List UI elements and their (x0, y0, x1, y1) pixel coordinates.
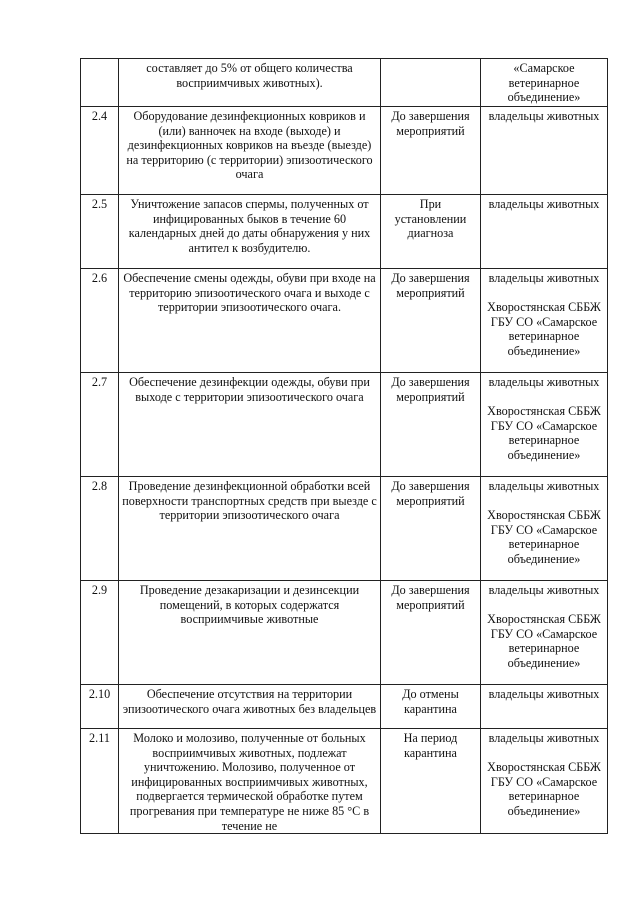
row-term: До завершения мероприятий (381, 373, 481, 477)
responsible-primary: владельцы животных (488, 271, 600, 285)
responsible-primary: владельцы животных (488, 109, 600, 123)
table-row (81, 195, 608, 269)
table-row (81, 729, 608, 834)
row-action: Обеспечение смены одежды, обуви при входе на территорию эпизоотического очага и выходе с территории эпизоотического очага. (119, 269, 381, 373)
table-row (81, 269, 608, 373)
responsible-organization: Хворостянская СББЖ ГБУ СО «Самарское ветеринарное объединение» (487, 760, 601, 818)
row-action: Обеспечение дезинфекции одежды, обуви при выходе с территории эпизоотического очага (119, 373, 381, 477)
row-action: Проведение дезинфекционной обработки всей поверхности транспортных средств при выезде с территории эпизоотического очага (119, 477, 381, 581)
table-row (81, 59, 608, 107)
row-number: 2.8 (81, 477, 119, 581)
row-responsible (481, 59, 608, 107)
row-term: При установлении диагноза (381, 195, 481, 269)
responsible-organization: Хворостянская СББЖ ГБУ СО «Самарское ветеринарное объединение» (487, 508, 601, 566)
responsible-primary: владельцы животных (488, 375, 600, 389)
row-action: Проведение дезакаризации и дезинсекции помещений, в которых содержатся восприимчивые животные (119, 581, 381, 685)
table-row (81, 107, 608, 195)
row-term: До завершения мероприятий (381, 477, 481, 581)
row-responsible (481, 685, 608, 729)
row-number (81, 59, 119, 107)
row-action: составляет до 5% от общего количества восприимчивых животных). (119, 59, 381, 107)
row-action: Обеспечение отсутствия на территории эпизоотического очага животных без владельцев (119, 685, 381, 729)
row-responsible (481, 373, 608, 477)
row-action: Молоко и молозиво, полученные от больных восприимчивых животных, подлежат уничтожению. Молозиво, полученное от инфицированных восприимчивых животных, подвергается термической обработке путем прогревания при температуре не ниже 85 °С в течение не (119, 729, 381, 834)
row-number: 2.4 (81, 107, 119, 195)
table-row (81, 581, 608, 685)
row-term: До завершения мероприятий (381, 107, 481, 195)
row-responsible (481, 195, 608, 269)
responsible-organization: Хворостянская СББЖ ГБУ СО «Самарское ветеринарное объединение» (487, 300, 601, 358)
responsible-organization: Хворостянская СББЖ ГБУ СО «Самарское ветеринарное объединение» (487, 612, 601, 670)
row-term: До отмены карантина (381, 685, 481, 729)
row-number: 2.7 (81, 373, 119, 477)
row-number: 2.9 (81, 581, 119, 685)
row-action: Оборудование дезинфекционных ковриков и (или) ванночек на входе (выходе) и дезинфекционных ковриков на въезде (выезде) на территорию (с территории) эпизоотического очага (119, 107, 381, 195)
table-row (81, 685, 608, 729)
responsible-primary: владельцы животных (488, 731, 600, 745)
row-responsible (481, 477, 608, 581)
responsible-primary: владельцы животных (488, 687, 600, 701)
measures-table (80, 58, 608, 834)
row-number: 2.6 (81, 269, 119, 373)
responsible-primary: владельцы животных (488, 583, 600, 597)
responsible-primary: владельцы животных (488, 479, 600, 493)
row-responsible (481, 107, 608, 195)
responsible-organization: Хворостянская СББЖ ГБУ СО «Самарское ветеринарное объединение» (487, 404, 601, 462)
row-responsible (481, 269, 608, 373)
row-term: До завершения мероприятий (381, 581, 481, 685)
row-term: На период карантина (381, 729, 481, 834)
table-row (81, 373, 608, 477)
row-number: 2.5 (81, 195, 119, 269)
row-responsible (481, 581, 608, 685)
table-row (81, 477, 608, 581)
row-number: 2.10 (81, 685, 119, 729)
row-action: Уничтожение запасов спермы, полученных от инфицированных быков в течение 60 календарных дней до даты обнаружения у них антител к возбудителю. (119, 195, 381, 269)
row-term (381, 59, 481, 107)
responsible-primary: «Самарское ветеринарное объединение» (507, 61, 581, 105)
row-term: До завершения мероприятий (381, 269, 481, 373)
responsible-primary: владельцы животных (488, 197, 600, 211)
row-responsible (481, 729, 608, 834)
row-number: 2.11 (81, 729, 119, 834)
